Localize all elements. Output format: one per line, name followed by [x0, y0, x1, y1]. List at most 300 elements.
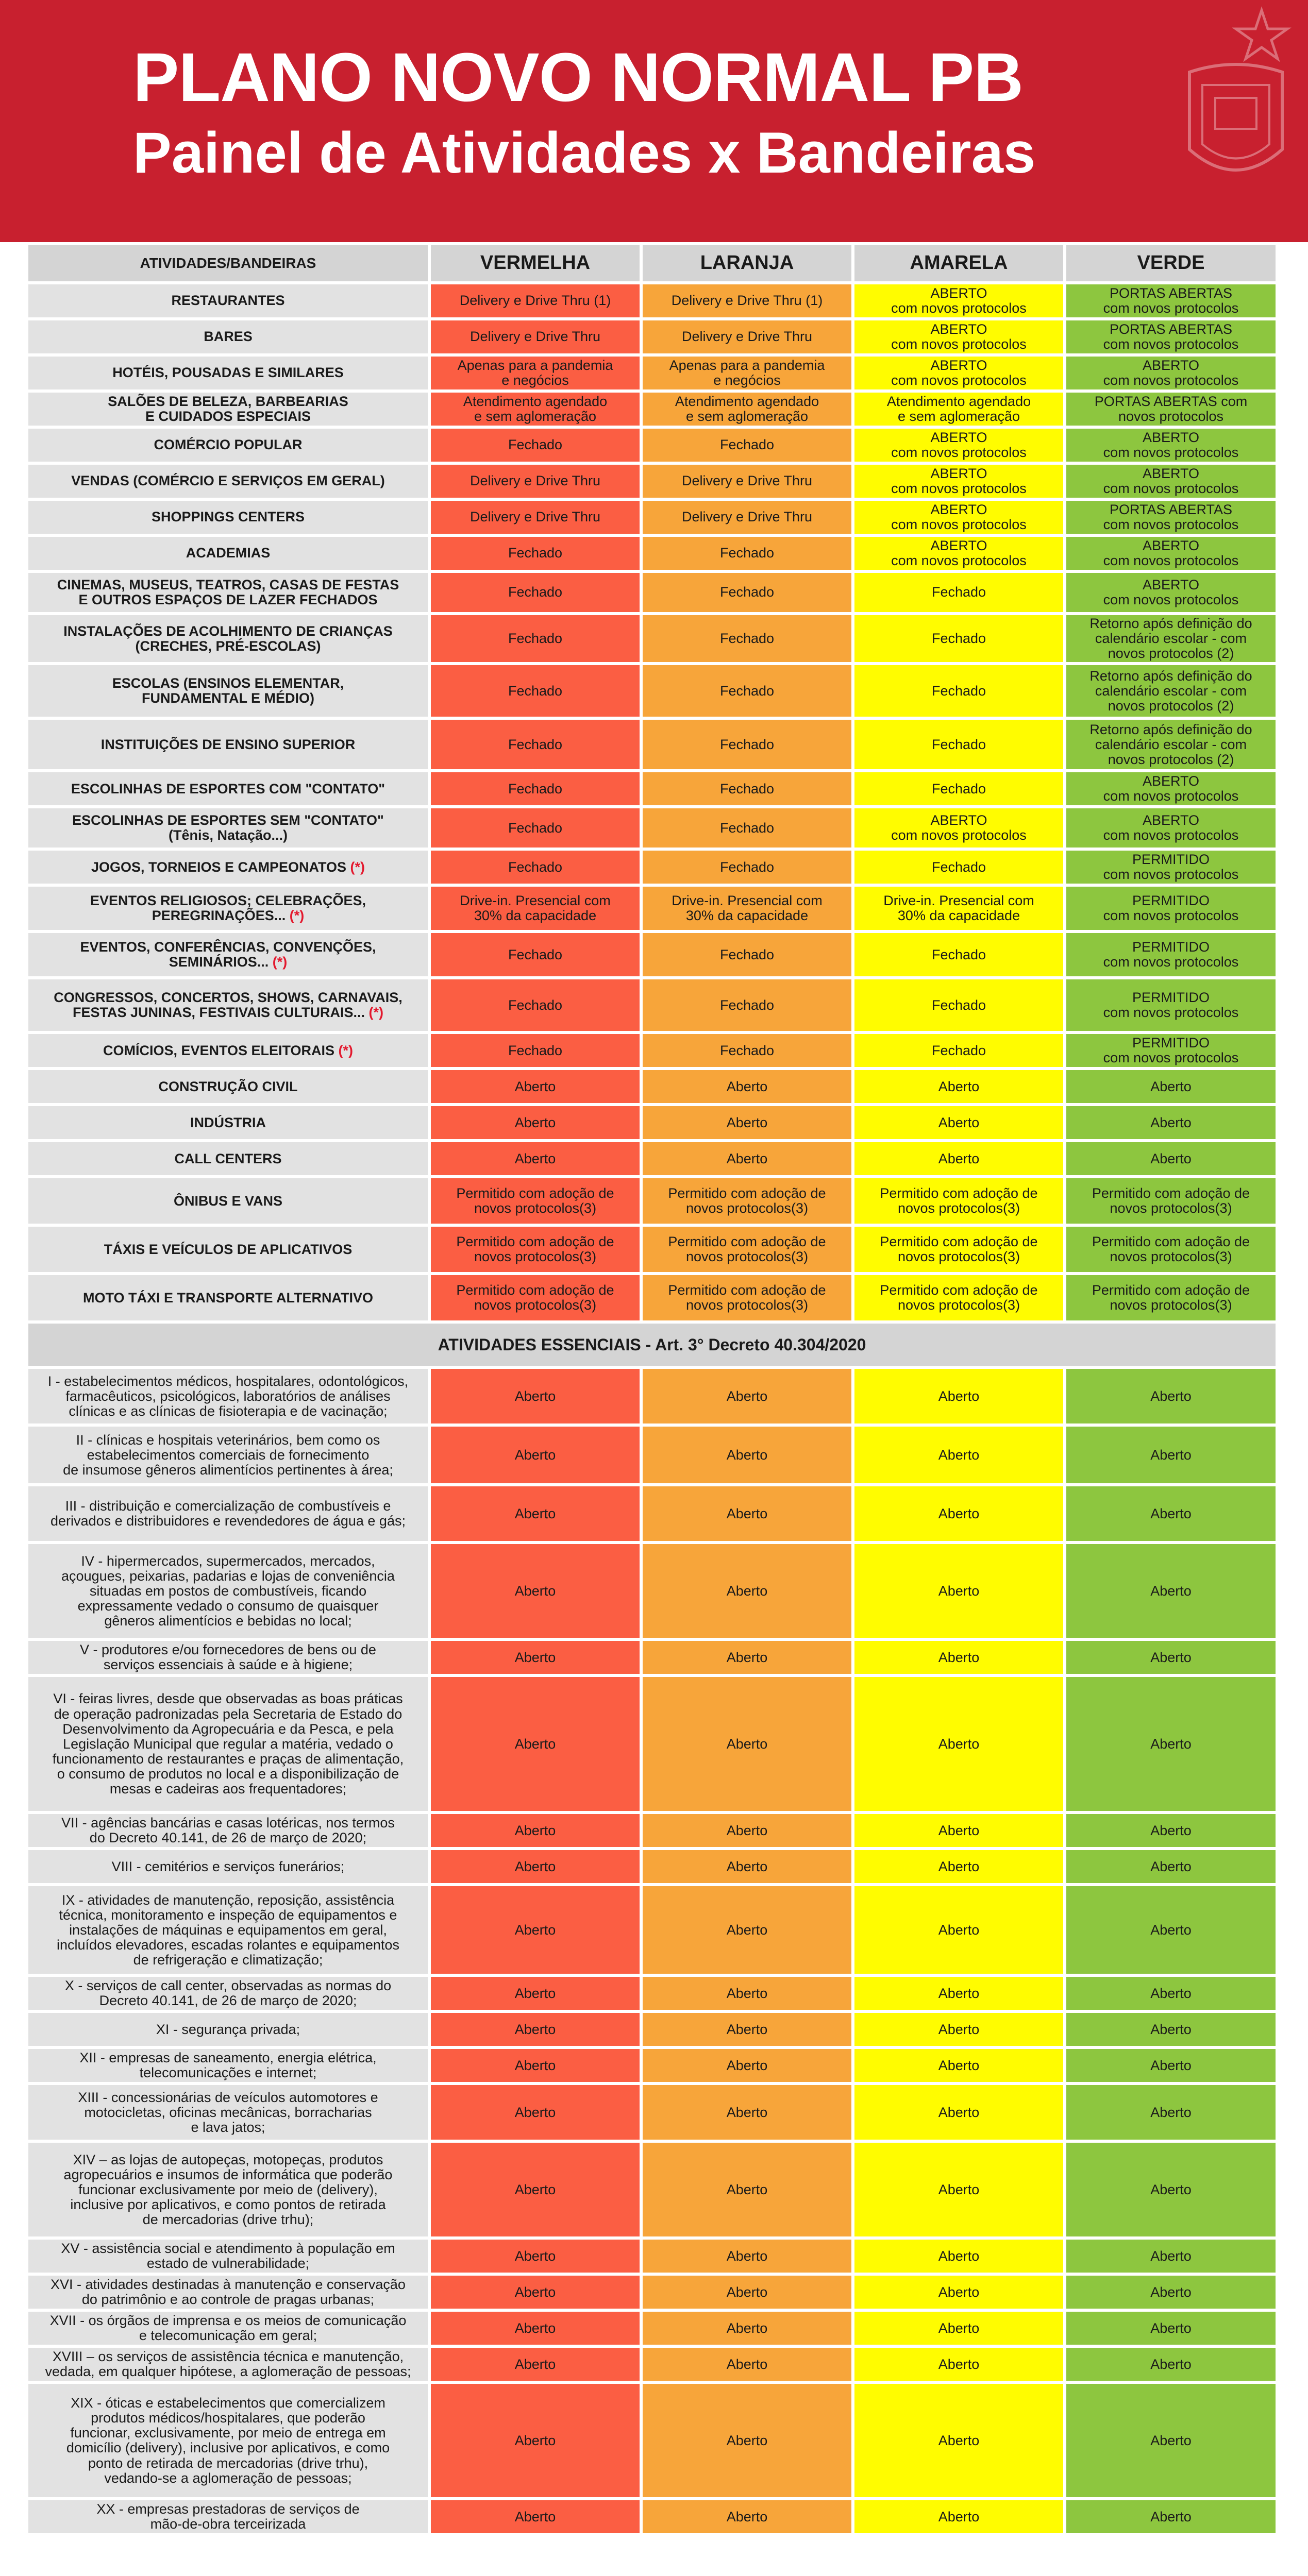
status-cell-orange: Fechado [640, 933, 851, 976]
activity-name-text: ESCOLINHAS DE ESPORTES SEM "CONTATO" (Tênis, Natação...) [72, 812, 384, 843]
activity-name-text: EVENTOS, CONFERÊNCIAS, CONVENÇÕES, SEMINÁRIOS... [80, 939, 376, 970]
status-cell-yellow: Aberto [851, 1886, 1063, 1974]
status-cell-orange: Permitido com adoção de novos protocolos(3) [640, 1227, 851, 1272]
table-row [28, 2276, 1276, 2309]
status-cell-green: Aberto [1063, 2240, 1276, 2273]
table-row [28, 393, 1276, 426]
status-cell-yellow: Aberto [851, 2085, 1063, 2140]
activity-name [28, 501, 428, 534]
status-cell-green: ABERTO com novos protocolos [1063, 537, 1276, 570]
asterisk-marker: (*) [289, 908, 305, 924]
table-row [28, 933, 1276, 976]
activity-name-text: SALÕES DE BELEZA, BARBEARIAS E CUIDADOS ESPECIAIS [108, 393, 348, 424]
table-row [28, 851, 1276, 884]
activity-name [28, 320, 428, 353]
status-cell-green: PERMITIDO com novos protocolos [1063, 933, 1276, 976]
status-cell-red: Fechado [428, 665, 640, 717]
status-cell-green: Aberto [1063, 1106, 1276, 1139]
activity-name [28, 573, 428, 612]
page-subtitle: Painel de Atividades x Bandeiras [133, 121, 1036, 185]
status-cell-green: Aberto [1063, 2143, 1276, 2236]
status-cell-green: Aberto [1063, 1544, 1276, 1638]
table-row [28, 720, 1276, 769]
status-cell-yellow: ABERTO com novos protocolos [851, 429, 1063, 462]
activities-table-wrapper [28, 242, 1276, 2536]
essential-activity-name: XIV – as lojas de autopeças, motopeças, produtos agropecuários e insumos de informática que poderão funcionar exclusivamente por meio de (delivery), inclusive por aplicativos, e como pontos de retirada de mercadorias (drive trhu); [28, 2143, 428, 2236]
status-cell-orange: Aberto [640, 1427, 851, 1483]
status-cell-yellow: Aberto [851, 2049, 1063, 2082]
status-cell-orange: Fechado [640, 665, 851, 717]
essential-activity-name: X - serviços de call center, observadas as normas do Decreto 40.141, de 26 de março de 2020; [28, 1977, 428, 2010]
status-cell-yellow: ABERTO com novos protocolos [851, 537, 1063, 570]
status-cell-yellow: ABERTO com novos protocolos [851, 320, 1063, 353]
activity-name-text: COMÉRCIO POPULAR [154, 437, 303, 453]
essential-section-title: ATIVIDADES ESSENCIAIS - Art. 3° Decreto 40.304/2020 [28, 1324, 1276, 1366]
asterisk-marker: (*) [272, 954, 288, 970]
status-cell-yellow: Fechado [851, 851, 1063, 884]
status-cell-green: Aberto [1063, 1427, 1276, 1483]
status-cell-yellow: Fechado [851, 573, 1063, 612]
status-cell-orange: Aberto [640, 1544, 851, 1638]
status-cell-orange: Fechado [640, 720, 851, 769]
status-cell-red: Aberto [428, 1677, 640, 1811]
status-cell-green: PERMITIDO com novos protocolos [1063, 1034, 1276, 1067]
status-cell-red: Aberto [428, 1486, 640, 1541]
status-cell-red: Aberto [428, 2143, 640, 2236]
status-cell-green: Aberto [1063, 2312, 1276, 2345]
activity-name-text: TÁXIS E VEÍCULOS DE APLICATIVOS [104, 1241, 353, 1257]
table-row [28, 429, 1276, 462]
activity-name-text: INSTALAÇÕES DE ACOLHIMENTO DE CRIANÇAS (CRECHES, PRÉ-ESCOLAS) [63, 623, 393, 654]
activity-name-text: BARES [204, 329, 253, 345]
status-cell-red: Aberto [428, 2312, 640, 2345]
activity-name-text: CONGRESSOS, CONCERTOS, SHOWS, CARNAVAIS, FESTAS JUNINAS, FESTIVAIS CULTURAIS... [54, 990, 403, 1021]
status-cell-green: Aberto [1063, 2384, 1276, 2497]
state-crest-icon [1153, 0, 1308, 211]
status-cell-red: Aberto [428, 2348, 640, 2381]
status-cell-green: Aberto [1063, 2085, 1276, 2140]
status-cell-yellow: Aberto [851, 2384, 1063, 2497]
status-cell-green: Aberto [1063, 2013, 1276, 2046]
table-row [28, 573, 1276, 612]
status-cell-red: Aberto [428, 2240, 640, 2273]
activities-table [28, 242, 1276, 2536]
status-cell-orange: Permitido com adoção de novos protocolos(3) [640, 1275, 851, 1320]
status-cell-red: Apenas para a pandemia e negócios [428, 357, 640, 389]
activity-name-text: MOTO TÁXI E TRANSPORTE ALTERNATIVO [82, 1290, 373, 1306]
essential-activity-name: II - clínicas e hospitais veterinários, bem como os estabelecimentos comerciais de fornecimento de insumose gêneros alimentícios pertinentes à área; [28, 1427, 428, 1483]
status-cell-red: Fechado [428, 615, 640, 662]
activity-name [28, 537, 428, 570]
asterisk-marker: (*) [338, 1042, 354, 1058]
status-cell-yellow: Aberto [851, 1427, 1063, 1483]
status-cell-orange: Aberto [640, 2312, 851, 2345]
status-cell-red: Drive-in. Presencial com 30% da capacidade [428, 887, 640, 930]
activity-name [28, 1142, 428, 1175]
status-cell-orange: Apenas para a pandemia e negócios [640, 357, 851, 389]
status-cell-orange: Aberto [640, 1486, 851, 1541]
status-cell-orange: Fechado [640, 808, 851, 848]
status-cell-green: Aberto [1063, 1486, 1276, 1541]
page-title: PLANO NOVO NORMAL PB [133, 39, 1024, 116]
activity-name [28, 772, 428, 805]
status-cell-orange: Aberto [640, 1814, 851, 1847]
status-cell-yellow: Fechado [851, 933, 1063, 976]
status-cell-red: Aberto [428, 1070, 640, 1103]
status-cell-red: Delivery e Drive Thru (1) [428, 284, 640, 317]
activity-name-text: VENDAS (COMÉRCIO E SERVIÇOS EM GERAL) [71, 473, 385, 489]
status-cell-red: Fechado [428, 933, 640, 976]
status-cell-red: Fechado [428, 1034, 640, 1067]
activity-name [28, 720, 428, 769]
table-row [28, 887, 1276, 930]
status-cell-green: Aberto [1063, 1850, 1276, 1883]
activity-name-text: ÔNIBUS E VANS [173, 1193, 283, 1209]
activity-name [28, 1070, 428, 1103]
status-cell-yellow: Aberto [851, 1977, 1063, 2010]
status-cell-green: ABERTO com novos protocolos [1063, 573, 1276, 612]
essential-activity-name: XVIII – os serviços de assistência técnica e manutenção, vedada, em qualquer hipótese, a aglomeração de pessoas; [28, 2348, 428, 2381]
status-cell-green: PERMITIDO com novos protocolos [1063, 887, 1276, 930]
table-row [28, 2500, 1276, 2533]
status-cell-green: ABERTO com novos protocolos [1063, 465, 1276, 498]
status-cell-red: Aberto [428, 2049, 640, 2082]
status-cell-red: Fechado [428, 720, 640, 769]
status-cell-orange: Fechado [640, 537, 851, 570]
status-cell-red: Aberto [428, 2384, 640, 2497]
status-cell-green: Permitido com adoção de novos protocolos(3) [1063, 1275, 1276, 1320]
status-cell-yellow: Fechado [851, 720, 1063, 769]
activity-name [28, 851, 428, 884]
status-cell-green: Aberto [1063, 2049, 1276, 2082]
table-row [28, 1814, 1276, 1847]
status-cell-green: Aberto [1063, 1814, 1276, 1847]
status-cell-red: Delivery e Drive Thru [428, 465, 640, 498]
status-cell-green: Aberto [1063, 2500, 1276, 2533]
activity-name [28, 665, 428, 717]
status-cell-red: Aberto [428, 1427, 640, 1483]
table-row [28, 2143, 1276, 2236]
status-cell-yellow: Aberto [851, 2500, 1063, 2533]
status-cell-yellow: Fechado [851, 1034, 1063, 1067]
table-row [28, 2240, 1276, 2273]
status-cell-yellow: Aberto [851, 2240, 1063, 2273]
status-cell-red: Fechado [428, 429, 640, 462]
table-row [28, 1544, 1276, 1638]
status-cell-yellow: Fechado [851, 665, 1063, 717]
status-cell-orange: Delivery e Drive Thru [640, 320, 851, 353]
essential-activity-name: VI - feiras livres, desde que observadas as boas práticas de operação padronizadas pela Secretaria de Estado do Desenvolvimento da Agropecuária e da Pesca, e pela Legislação Municipal que regular a matéria, vedado o funcionamento de restaurantes e praças de alimentação, o consumo de produtos no local e a disponibilização de mesas e cadeiras aos frequentadores; [28, 1677, 428, 1811]
status-cell-orange: Aberto [640, 1641, 851, 1674]
status-cell-yellow: Fechado [851, 772, 1063, 805]
status-cell-orange: Fechado [640, 573, 851, 612]
activity-name [28, 393, 428, 426]
activity-name [28, 933, 428, 976]
activity-name [28, 357, 428, 389]
activity-name-text: HOTÉIS, POUSADAS E SIMILARES [112, 365, 344, 381]
table-row [28, 1178, 1276, 1224]
asterisk-marker: (*) [368, 1005, 384, 1021]
table-row [28, 1227, 1276, 1272]
status-cell-yellow: Aberto [851, 1142, 1063, 1175]
status-cell-green: ABERTO com novos protocolos [1063, 357, 1276, 389]
status-cell-red: Fechado [428, 979, 640, 1031]
status-cell-red: Aberto [428, 1544, 640, 1638]
status-cell-yellow: Aberto [851, 2312, 1063, 2345]
status-cell-green: PORTAS ABERTAS com novos protocolos [1063, 501, 1276, 534]
table-row [28, 808, 1276, 848]
activity-name-text: ESCOLAS (ENSINOS ELEMENTAR, FUNDAMENTAL E MÉDIO) [112, 675, 344, 706]
table-header-row [28, 245, 1276, 281]
table-row [28, 665, 1276, 717]
table-row [28, 357, 1276, 389]
status-cell-orange: Aberto [640, 1369, 851, 1423]
status-cell-yellow: ABERTO com novos protocolos [851, 284, 1063, 317]
status-cell-orange: Aberto [640, 2240, 851, 2273]
table-row [28, 2085, 1276, 2140]
status-cell-orange: Fechado [640, 429, 851, 462]
essential-activity-name: XIX - óticas e estabelecimentos que comercializem produtos médicos/hospitalares, que poderão funcionar, exclusivamente, por meio de entrega em domicílio (delivery), inclusive por aplicativos, e como ponto de retirada de mercadorias (drive trhu), vedando-se a aglomeração de pessoas; [28, 2384, 428, 2497]
status-cell-yellow: Permitido com adoção de novos protocolos(3) [851, 1178, 1063, 1224]
status-cell-orange: Aberto [640, 2348, 851, 2381]
status-cell-red: Aberto [428, 1142, 640, 1175]
status-cell-orange: Aberto [640, 1677, 851, 1811]
status-cell-green: Aberto [1063, 2348, 1276, 2381]
status-cell-red: Permitido com adoção de novos protocolos(3) [428, 1178, 640, 1224]
table-row [28, 1886, 1276, 1974]
status-cell-orange: Fechado [640, 615, 851, 662]
essential-activity-name: III - distribuição e comercialização de combustíveis e derivados e distribuidores e revendedores de água e gás; [28, 1486, 428, 1541]
status-cell-orange: Drive-in. Presencial com 30% da capacidade [640, 887, 851, 930]
essential-activity-name: XVII - os órgãos de imprensa e os meios de comunicação e telecomunicação em geral; [28, 2312, 428, 2345]
status-cell-green: Aberto [1063, 1677, 1276, 1811]
status-cell-yellow: Aberto [851, 1641, 1063, 1674]
table-row [28, 1977, 1276, 2010]
status-cell-yellow: Aberto [851, 2276, 1063, 2309]
essential-activity-name: I - estabelecimentos médicos, hospitalares, odontológicos, farmacêuticos, psicológicos, laboratórios de análises clínicas e as clínicas de fisioterapia e de vacinação; [28, 1369, 428, 1423]
status-cell-orange: Permitido com adoção de novos protocolos(3) [640, 1178, 851, 1224]
table-row [28, 1142, 1276, 1175]
status-cell-yellow: Permitido com adoção de novos protocolos(3) [851, 1227, 1063, 1272]
status-cell-green: PORTAS ABERTAS com novos protocolos [1063, 320, 1276, 353]
table-row [28, 1369, 1276, 1423]
status-cell-orange: Fechado [640, 772, 851, 805]
status-cell-red: Aberto [428, 2500, 640, 2533]
status-cell-orange: Atendimento agendado e sem aglomeração [640, 393, 851, 426]
status-cell-yellow: Fechado [851, 979, 1063, 1031]
status-cell-red: Aberto [428, 1641, 640, 1674]
asterisk-marker: (*) [350, 859, 365, 875]
essential-activity-name: VII - agências bancárias e casas lotéricas, nos termos do Decreto 40.141, de 26 de março de 2020; [28, 1814, 428, 1847]
table-row [28, 1850, 1276, 1883]
status-cell-orange: Aberto [640, 1106, 851, 1139]
activity-name-text: COMÍCIOS, EVENTOS ELEITORAIS [103, 1042, 335, 1058]
status-cell-green: ABERTO com novos protocolos [1063, 429, 1276, 462]
status-cell-orange: Aberto [640, 1977, 851, 2010]
table-row [28, 1275, 1276, 1320]
status-cell-yellow: Aberto [851, 1814, 1063, 1847]
table-row [28, 1070, 1276, 1103]
table-row [28, 979, 1276, 1031]
status-cell-red: Permitido com adoção de novos protocolos(3) [428, 1227, 640, 1272]
status-cell-orange: Aberto [640, 1886, 851, 1974]
table-row [28, 1677, 1276, 1811]
status-cell-red: Aberto [428, 1369, 640, 1423]
status-cell-yellow: Aberto [851, 1070, 1063, 1103]
status-cell-orange: Aberto [640, 1142, 851, 1175]
status-cell-yellow: Atendimento agendado e sem aglomeração [851, 393, 1063, 426]
status-cell-yellow: Aberto [851, 1677, 1063, 1811]
essential-activity-name: IX - atividades de manutenção, reposição, assistência técnica, monitoramento e inspeção de equipamentos e instalações de máquinas e equipamentos em geral, incluídos elevadores, escadas rolantes e equipamentos de refrigeração e climatização; [28, 1886, 428, 1974]
status-cell-green: Aberto [1063, 1070, 1276, 1103]
essential-activity-name: XVI - atividades destinadas à manutenção e conservação do patrimônio e ao controle de pragas urbanas; [28, 2276, 428, 2309]
essential-activity-name: XII - empresas de saneamento, energia elétrica, telecomunicações e internet; [28, 2049, 428, 2082]
status-cell-orange: Fechado [640, 979, 851, 1031]
table-row [28, 320, 1276, 353]
activity-name [28, 615, 428, 662]
status-cell-red: Fechado [428, 573, 640, 612]
activity-name [28, 465, 428, 498]
activity-name-text: SHOPPINGS CENTERS [151, 509, 305, 525]
activity-name [28, 429, 428, 462]
status-cell-green: Aberto [1063, 1977, 1276, 2010]
activity-name-text: ACADEMIAS [186, 545, 271, 561]
status-cell-green: Aberto [1063, 1369, 1276, 1423]
status-cell-red: Fechado [428, 772, 640, 805]
status-cell-green: Retorno após definição do calendário escolar - com novos protocolos (2) [1063, 665, 1276, 717]
status-cell-yellow: Aberto [851, 2143, 1063, 2236]
status-cell-orange: Fechado [640, 851, 851, 884]
essential-activity-name: VIII - cemitérios e serviços funerários; [28, 1850, 428, 1883]
status-cell-orange: Delivery e Drive Thru [640, 501, 851, 534]
table-row [28, 772, 1276, 805]
column-header-orange: LARANJA [640, 245, 851, 281]
essential-activity-name: XX - empresas prestadoras de serviços de mão-de-obra terceirizada [28, 2500, 428, 2533]
status-cell-orange: Aberto [640, 2049, 851, 2082]
status-cell-green: PERMITIDO com novos protocolos [1063, 979, 1276, 1031]
status-cell-green: ABERTO com novos protocolos [1063, 772, 1276, 805]
status-cell-yellow: Drive-in. Presencial com 30% da capacidade [851, 887, 1063, 930]
status-cell-yellow: ABERTO com novos protocolos [851, 501, 1063, 534]
status-cell-green: PORTAS ABERTAS com novos protocolos [1063, 284, 1276, 317]
essential-activity-name: XV - assistência social e atendimento à população em estado de vulnerabilidade; [28, 2240, 428, 2273]
status-cell-orange: Aberto [640, 2013, 851, 2046]
status-cell-yellow: Aberto [851, 1850, 1063, 1883]
status-cell-yellow: Aberto [851, 1369, 1063, 1423]
status-cell-red: Delivery e Drive Thru [428, 501, 640, 534]
status-cell-red: Aberto [428, 1850, 640, 1883]
status-cell-red: Aberto [428, 2276, 640, 2309]
status-cell-green: Aberto [1063, 2276, 1276, 2309]
activity-name-text: RESTAURANTES [171, 293, 285, 309]
table-row [28, 2384, 1276, 2497]
status-cell-green: Permitido com adoção de novos protocolos(3) [1063, 1178, 1276, 1224]
status-cell-green: Aberto [1063, 1886, 1276, 1974]
status-cell-yellow: Aberto [851, 2348, 1063, 2381]
table-row [28, 615, 1276, 662]
table-row [28, 1034, 1276, 1067]
column-header-activity: ATIVIDADES/BANDEIRAS [28, 245, 428, 281]
status-cell-orange: Aberto [640, 2384, 851, 2497]
column-header-red: VERMELHA [428, 245, 640, 281]
activity-name [28, 1106, 428, 1139]
activity-name-text: EVENTOS RELIGIOSOS; CELEBRAÇÕES, PEREGRINAÇÕES... [90, 893, 366, 924]
activity-name [28, 1178, 428, 1224]
status-cell-yellow: Fechado [851, 615, 1063, 662]
activity-name [28, 979, 428, 1031]
status-cell-orange: Aberto [640, 1850, 851, 1883]
table-row [28, 1486, 1276, 1541]
activity-name [28, 808, 428, 848]
status-cell-yellow: Aberto [851, 1106, 1063, 1139]
status-cell-orange: Aberto [640, 2085, 851, 2140]
activity-name-text: CONSTRUÇÃO CIVIL [158, 1078, 298, 1094]
activity-name-text: JOGOS, TORNEIOS E CAMPEONATOS [91, 859, 347, 875]
status-cell-red: Delivery e Drive Thru [428, 320, 640, 353]
status-cell-green: ABERTO com novos protocolos [1063, 808, 1276, 848]
status-cell-yellow: Permitido com adoção de novos protocolos(3) [851, 1275, 1063, 1320]
status-cell-orange: Aberto [640, 2143, 851, 2236]
status-cell-green: Aberto [1063, 1142, 1276, 1175]
status-cell-red: Fechado [428, 851, 640, 884]
status-cell-green: PERMITIDO com novos protocolos [1063, 851, 1276, 884]
activity-name [28, 887, 428, 930]
status-cell-green: PORTAS ABERTAS com novos protocolos [1063, 393, 1276, 426]
essential-activity-name: V - produtores e/ou fornecedores de bens ou de serviços essenciais à saúde e à higiene; [28, 1641, 428, 1674]
activity-name [28, 284, 428, 317]
table-row [28, 2348, 1276, 2381]
status-cell-red: Aberto [428, 2085, 640, 2140]
status-cell-yellow: ABERTO com novos protocolos [851, 808, 1063, 848]
table-row [28, 501, 1276, 534]
table-row [28, 537, 1276, 570]
table-row [28, 1641, 1276, 1674]
status-cell-red: Fechado [428, 537, 640, 570]
status-cell-red: Fechado [428, 808, 640, 848]
status-cell-orange: Aberto [640, 2276, 851, 2309]
status-cell-orange: Aberto [640, 2500, 851, 2533]
header-banner [0, 0, 1308, 242]
activity-name-text: INDÚSTRIA [190, 1114, 266, 1130]
activity-name [28, 1034, 428, 1067]
table-row [28, 2013, 1276, 2046]
activity-name [28, 1227, 428, 1272]
status-cell-yellow: Aberto [851, 1486, 1063, 1541]
activity-name-text: CINEMAS, MUSEUS, TEATROS, CASAS DE FESTAS E OUTROS ESPAÇOS DE LAZER FECHADOS [57, 577, 399, 607]
status-cell-yellow: Aberto [851, 2013, 1063, 2046]
essential-activity-name: IV - hipermercados, supermercados, mercados, açougues, peixarias, padarias e lojas de conveniência situadas em postos de combustíveis, ficando expressamente vedado o consumo de quaisquer gêneros alimentícios e bebidas no local; [28, 1544, 428, 1638]
status-cell-red: Aberto [428, 1814, 640, 1847]
status-cell-red: Aberto [428, 1886, 640, 1974]
status-cell-green: Retorno após definição do calendário escolar - com novos protocolos (2) [1063, 615, 1276, 662]
activity-name-text: CALL CENTERS [174, 1150, 282, 1166]
essential-activity-name: XIII - concessionárias de veículos automotores e motocicletas, oficinas mecânicas, borracharias e lava jatos; [28, 2085, 428, 2140]
status-cell-yellow: ABERTO com novos protocolos [851, 465, 1063, 498]
column-header-green: VERDE [1063, 245, 1276, 281]
status-cell-yellow: ABERTO com novos protocolos [851, 357, 1063, 389]
status-cell-green: Aberto [1063, 1641, 1276, 1674]
table-row [28, 2049, 1276, 2082]
status-cell-green: Permitido com adoção de novos protocolos(3) [1063, 1227, 1276, 1272]
status-cell-orange: Delivery e Drive Thru [640, 465, 851, 498]
activity-name-text: INSTITUIÇÕES DE ENSINO SUPERIOR [100, 736, 356, 752]
table-row [28, 2312, 1276, 2345]
essential-activity-name: XI - segurança privada; [28, 2013, 428, 2046]
status-cell-green: Retorno após definição do calendário escolar - com novos protocolos (2) [1063, 720, 1276, 769]
status-cell-orange: Fechado [640, 1034, 851, 1067]
activity-name-text: ESCOLINHAS DE ESPORTES COM "CONTATO" [71, 781, 385, 796]
status-cell-red: Permitido com adoção de novos protocolos(3) [428, 1275, 640, 1320]
